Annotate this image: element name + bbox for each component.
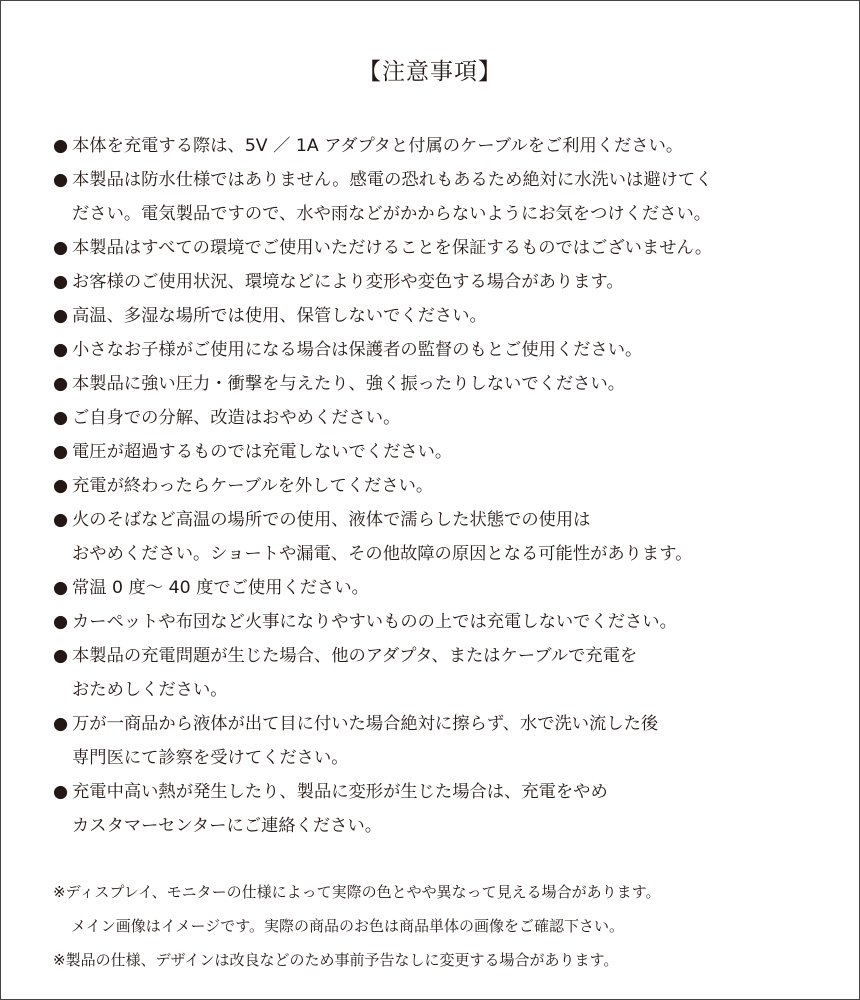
notice-text: 本製品の充電問題が生じた場合、他のアダプタ、またはケーブルで充電を <box>72 646 638 666</box>
notice-text: お客様のご使用状況、環境などにより変形や変色する場合があります。 <box>72 272 624 292</box>
bullet-icon: ● <box>53 578 69 598</box>
notice-item <box>53 333 712 367</box>
bullet-icon: ● <box>53 646 69 666</box>
notice-list <box>53 129 712 843</box>
disclaimer-notes <box>53 875 660 977</box>
notice-item <box>53 367 712 401</box>
notice-text: 高温、多湿な場所では使用、保管しないでください。 <box>72 306 487 326</box>
bullet-icon: ● <box>53 272 69 292</box>
notice-text: おためしください。 <box>72 680 228 700</box>
notice-item <box>53 163 712 231</box>
notice-text: ださい。電気製品ですので、水や雨などがかからないようにお気をつけください。 <box>72 204 712 224</box>
notice-text: カスタマーセンターにご連絡ください。 <box>72 816 383 836</box>
bullet-icon: ● <box>53 442 69 462</box>
notice-text: 万が一商品から液体が出て目に付いた場合絶対に擦らず、水で洗い流した後 <box>72 714 659 734</box>
bullet-icon: ● <box>53 510 69 530</box>
bullet-icon: ● <box>53 782 69 802</box>
notice-text: 本体を充電する際は、5V ／ 1A アダプタと付属のケーブルをご利用ください。 <box>72 136 684 156</box>
notice-text: 小さなお子様がご使用になる場合は保護者の監督のもとご使用ください。 <box>72 340 643 360</box>
disclaimer-note: メイン画像はイメージです。実際の商品のお色は商品単体の画像をご確認下さい。 <box>71 917 625 935</box>
notice-item <box>53 299 712 333</box>
notice-item <box>53 707 712 775</box>
notice-item <box>53 775 712 843</box>
notice-item <box>53 401 712 435</box>
bullet-icon: ● <box>53 238 69 258</box>
bullet-icon: ● <box>53 374 69 394</box>
notice-item <box>53 639 712 707</box>
bullet-icon: ● <box>53 408 69 428</box>
notice-text: 充電が終わったらケーブルを外してください。 <box>72 476 434 496</box>
notice-text: ご自身での分解、改造はおやめください。 <box>72 408 401 428</box>
notice-item <box>53 231 712 265</box>
notice-item <box>53 571 712 605</box>
bullet-icon: ● <box>53 136 69 156</box>
notice-item <box>53 605 712 639</box>
notice-item <box>53 265 712 299</box>
notice-text: 火のそばなど高温の場所での使用、液体で濡らした状態での使用は <box>72 510 591 530</box>
bullet-icon: ● <box>53 714 69 734</box>
notice-item <box>53 503 712 571</box>
bullet-icon: ● <box>53 170 69 190</box>
bullet-icon: ● <box>53 306 69 326</box>
bullet-icon: ● <box>53 612 69 632</box>
notice-item <box>53 129 712 163</box>
notice-text: 専門医にて診察を受けてください。 <box>72 748 349 768</box>
notice-text: 常温 0 度～ 40 度でご使用ください。 <box>72 578 369 598</box>
notice-text: 充電中高い熱が発生したり、製品に変形が生じた場合は、充電をやめ <box>72 782 608 802</box>
notice-item <box>53 435 712 469</box>
disclaimer-note: ※ディスプレイ、モニターの仕様によって実際の色とやや異なって見える場合があります。 <box>53 883 661 901</box>
notice-text: カーペットや布団など火事になりやすいものの上では充電しないでください。 <box>72 612 677 632</box>
notice-text: おやめください。ショートや漏電、その他故障の原因となる可能性があります。 <box>72 544 693 564</box>
notice-text: 本製品は防水仕様ではありません。感電の恐れもあるため絶対に水洗いは避けてく <box>72 170 713 190</box>
disclaimer-note: ※製品の仕様、デザインは改良などのため事前予告なしに変更する場合があります。 <box>53 951 619 969</box>
notice-item <box>53 469 712 503</box>
page-title: 【注意事項】 <box>358 59 502 85</box>
bullet-icon: ● <box>53 476 69 496</box>
notice-text: 本製品に強い圧力・衝撃を与えたり、強く振ったりしないでください。 <box>72 374 626 394</box>
bullet-icon: ● <box>53 340 69 360</box>
notice-text: 電圧が超過するものでは充電しないでください。 <box>72 442 453 462</box>
notice-text: 本製品はすべての環境でご使用いただけることを保証するものではございません。 <box>72 238 713 258</box>
